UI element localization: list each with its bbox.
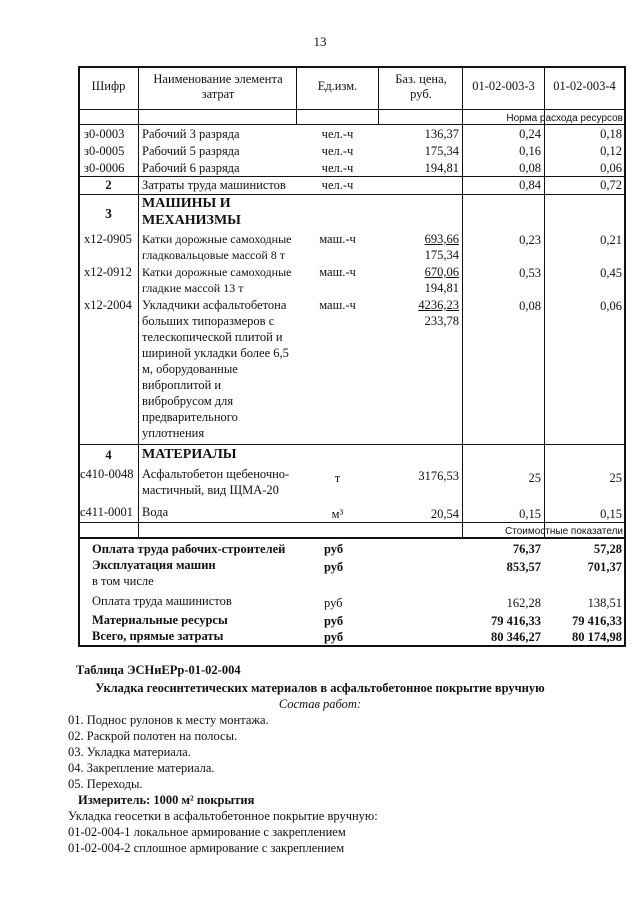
row-name: Рабочий 3 разряда	[142, 127, 240, 141]
row-price: 3176,53	[418, 469, 459, 483]
cost-name: Всего, прямые затраты	[92, 629, 224, 643]
header-code: Шифр	[91, 79, 126, 93]
row-price-secondary: 233,78	[424, 314, 459, 328]
machines-code: 3	[105, 206, 112, 221]
row-value-2: 0,15	[600, 507, 622, 521]
row-name-line: уплотнения	[142, 426, 205, 440]
row-unit: м³	[331, 507, 344, 521]
row-price-secondary: 194,81	[424, 281, 459, 295]
row-name-line: Укладчики асфальтобетона	[142, 298, 287, 312]
row-name-line: Катки дорожные самоходные	[142, 265, 292, 279]
row-price-secondary: 175,34	[424, 248, 459, 262]
header-name: Наименование элемента затрат	[153, 72, 283, 101]
row-name-line: гладкие массой 13 т	[142, 281, 244, 295]
cost-unit: руб	[324, 596, 343, 610]
row-name-line: шириной укладки более 6,5	[142, 346, 289, 360]
row-value-2: 0,18	[600, 127, 622, 141]
composition-title: Состав работ:	[278, 697, 362, 711]
row-code: х12-2004	[84, 298, 132, 312]
row-name-line: телескопической плитой и	[142, 330, 283, 344]
row-price: 20,54	[430, 507, 459, 521]
row-unit: чел.-ч	[321, 144, 354, 158]
row-name-line: Вода	[142, 505, 169, 519]
row-name-line: Катки дорожные самоходные	[142, 232, 292, 246]
cost-value-1: 76,37	[512, 542, 541, 556]
cost-unit: руб	[324, 560, 344, 574]
row-code: с411-0001	[80, 505, 133, 519]
norm-label: Норма расхода ресурсов	[506, 113, 623, 124]
row-value-1: 0,08	[519, 161, 541, 175]
row-price: 670,06	[424, 265, 459, 279]
row-name-line: мастичный, вид ЩМА-20	[142, 483, 279, 497]
cost-value-2: 701,37	[587, 560, 622, 574]
row-unit: чел.-ч	[321, 127, 354, 141]
row-code: х12-0905	[84, 232, 132, 246]
cost-value-1: 162,28	[506, 596, 541, 610]
work-step: 04. Закрепление материала.	[68, 761, 215, 775]
row-name-line: гладковальцовые массой 8 т	[142, 248, 285, 262]
row-price: 194,81	[424, 161, 459, 175]
row-name-line: м, оборудованные	[142, 362, 238, 376]
row-price: 136,37	[424, 127, 459, 141]
row-code: з0-0003	[84, 127, 125, 141]
header-col1: 01-02-003-3	[472, 79, 535, 93]
cost-label: Стоимостные показатели	[505, 526, 623, 537]
cost-value-2: 138,51	[587, 596, 622, 610]
row-value-2: 0,45	[600, 266, 622, 280]
row-name-line: Асфальтобетон щебеночно-	[142, 467, 290, 481]
machines-title-line-1: МАШИНЫ И	[142, 196, 231, 211]
row-name: Рабочий 5 разряда	[142, 144, 240, 158]
row-unit: маш.-ч	[319, 265, 356, 279]
cost-value-2: 57,28	[593, 542, 622, 556]
cost-unit: руб	[324, 614, 344, 628]
row-unit: маш.-ч	[319, 298, 356, 312]
cost-name: Эксплуатация машин	[92, 558, 216, 572]
variant-item: 01-02-004-2 сплошное армирование с закреплением	[68, 841, 345, 855]
header-unit: Ед.изм.	[317, 79, 358, 93]
row-value-2: 0,12	[600, 144, 622, 158]
row-name: Рабочий 6 разряда	[142, 161, 240, 175]
variant-item: 01-02-004-1 локальное армирование с закреплением	[68, 825, 346, 839]
row-value-1: 0,08	[519, 299, 541, 313]
machines-title-line-2: МЕХАНИЗМЫ	[142, 213, 241, 228]
row-value-1: 0,15	[519, 507, 541, 521]
row-value-2: 0,06	[600, 299, 622, 313]
row-name: Затраты труда машинистов	[142, 178, 286, 192]
row-unit: чел.-ч	[321, 161, 354, 175]
cost-unit: руб	[324, 542, 344, 556]
work-step: 03. Укладка материала.	[68, 745, 191, 759]
section-heading: Укладка геосинтетических материалов в асфальтобетонное покрытие вручную	[95, 681, 545, 695]
row-code: з0-0006	[84, 161, 125, 175]
row-value-1: 0,53	[519, 266, 541, 280]
row-value-1: 0,23	[519, 233, 541, 247]
cost-unit: руб	[324, 630, 344, 644]
cost-value-1: 853,57	[506, 560, 541, 574]
row-value-1: 0,16	[519, 144, 541, 158]
row-value-2: 0,72	[600, 178, 622, 192]
row-price: 693,66	[424, 232, 459, 246]
row-name-line: виброплитой и	[142, 378, 222, 392]
row-name-line: предварительного	[142, 410, 238, 424]
cost-name: в том числе	[92, 574, 154, 588]
row-price: 175,34	[424, 144, 459, 158]
row-code: х12-0912	[84, 265, 132, 279]
row-value-2: 25	[609, 471, 622, 485]
cost-name: Материальные ресурсы	[92, 613, 228, 627]
row-code: с410-0048	[80, 467, 134, 481]
row-value-2: 0,06	[600, 161, 622, 175]
row-name-line: вибробрусом для	[142, 394, 234, 408]
row-value-1: 25	[528, 471, 541, 485]
header-base-price: Баз. цена, руб.	[395, 72, 447, 101]
row-price: 4236,23	[418, 298, 459, 312]
row-unit: чел.-ч	[321, 178, 354, 192]
cost-value-1: 79 416,33	[491, 614, 541, 628]
cost-value-2: 80 174,98	[572, 630, 622, 644]
meter-label: Измеритель: 1000 м² покрытия	[78, 793, 255, 807]
work-step: 01. Поднос рулонов к месту монтажа.	[68, 713, 269, 727]
description: Укладка геосетки в асфальтобетонное покрытие вручную:	[68, 809, 378, 823]
cost-value-2: 79 416,33	[572, 614, 622, 628]
page-number: 13	[313, 34, 327, 49]
work-step: 05. Переходы.	[68, 777, 143, 791]
row-unit: т	[334, 471, 341, 485]
row-unit: маш.-ч	[319, 232, 356, 246]
row-value-1: 0,24	[519, 127, 541, 141]
work-step: 02. Раскрой полотен на полосы.	[68, 729, 238, 743]
materials-title: МАТЕРИАЛЫ	[142, 447, 237, 462]
row-name-line: больших типоразмеров с	[142, 314, 275, 328]
row-value-1: 0,84	[519, 178, 541, 192]
cost-name: Оплата труда машинистов	[92, 594, 232, 608]
row-code: 2	[105, 178, 112, 192]
materials-code: 4	[105, 448, 112, 462]
header-col2: 01-02-003-4	[553, 79, 616, 93]
row-code: з0-0005	[84, 144, 125, 158]
table-title: Таблица ЭСНиЕРр-01-02-004	[76, 663, 241, 677]
row-value-2: 0,21	[600, 233, 622, 247]
cost-value-1: 80 346,27	[491, 630, 541, 644]
cost-name: Оплата труда рабочих-строителей	[92, 542, 286, 556]
